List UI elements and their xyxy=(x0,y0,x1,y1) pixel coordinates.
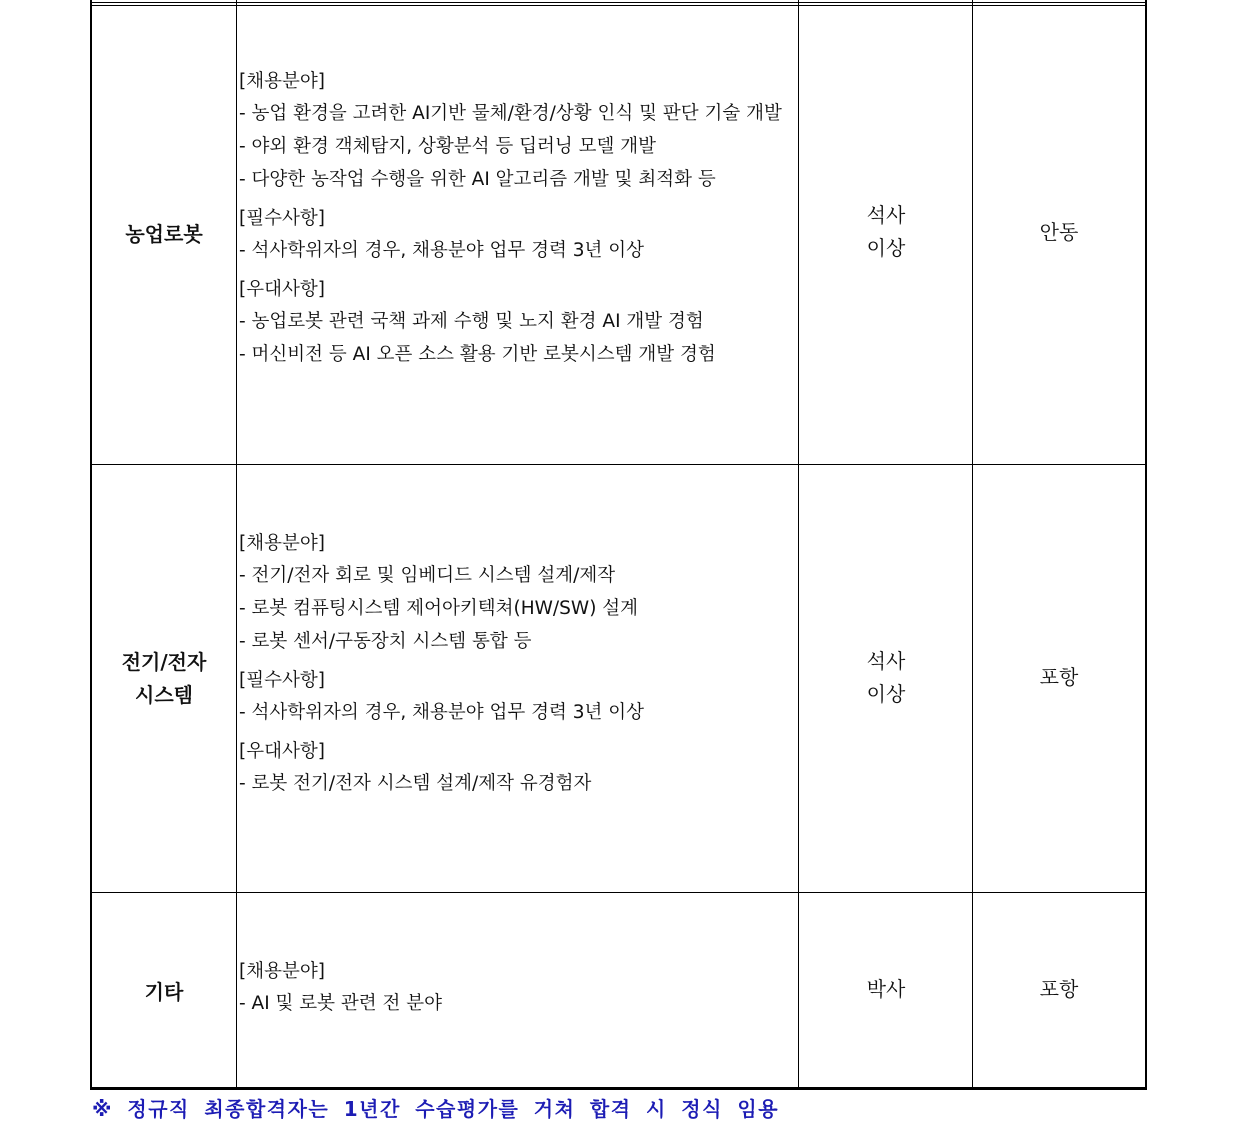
section-label: [우대사항] xyxy=(239,279,325,300)
row-degree-electronics xyxy=(800,645,972,711)
section-item: - 농업 환경을 고려한 AI기반 물체/환경/상황 인식 및 판단 기술 개발 xyxy=(239,103,782,124)
row-category-other xyxy=(92,976,236,1009)
section-label: [필수사항] xyxy=(239,670,325,691)
section-item: - 다양한 농작업 수행을 위한 AI 알고리즘 개발 및 최적화 등 xyxy=(239,169,716,190)
section-item: - 로봇 컴퓨팅시스템 제어아키텍쳐(HW/SW) 설계 xyxy=(239,598,639,619)
section-item: - 로봇 전기/전자 시스템 설계/제작 유경험자 xyxy=(239,773,592,794)
section-item: - 머신비전 등 AI 오픈 소스 활용 기반 로봇시스템 개발 경험 xyxy=(239,344,716,365)
table-top-rule xyxy=(92,2,1145,3)
table-top-rule-inner xyxy=(92,5,1145,6)
section-item: - 석사학위자의 경우, 채용분야 업무 경력 3년 이상 xyxy=(239,240,645,261)
column-divider xyxy=(972,0,973,1087)
row-description-electronics xyxy=(239,529,795,800)
section-item: - AI 및 로봇 관련 전 분야 xyxy=(239,993,443,1014)
degree-line: 이상 xyxy=(866,236,906,260)
row-location-other: 포항 xyxy=(1039,977,1079,1001)
column-divider xyxy=(236,0,237,1087)
category-line: 농업로봇 xyxy=(125,222,203,246)
section-label: [우대사항] xyxy=(239,741,325,762)
row-degree-other xyxy=(800,973,972,1006)
section-item: - 전기/전자 회로 및 임베디드 시스템 설계/제작 xyxy=(239,565,616,586)
degree-line: 석사 xyxy=(866,203,906,227)
section-label: [필수사항] xyxy=(239,208,325,229)
row-category-agri-robot xyxy=(92,218,236,251)
row-divider xyxy=(92,464,1145,465)
column-divider xyxy=(798,0,799,1087)
category-line: 시스템 xyxy=(135,683,193,707)
category-line: 기타 xyxy=(144,980,184,1004)
section-item: - 로봇 센서/구동장치 시스템 통합 등 xyxy=(239,631,532,652)
degree-line: 박사 xyxy=(866,977,906,1001)
row-degree-agri-robot xyxy=(800,199,972,265)
row-description-agri-robot xyxy=(239,67,795,371)
section-item: - 야외 환경 객체탐지, 상황분석 등 딥러닝 모델 개발 xyxy=(239,136,657,157)
section-label: [채용분야] xyxy=(239,71,325,92)
section-label: [채용분야] xyxy=(239,533,325,554)
row-description-other xyxy=(239,957,795,1020)
row-divider xyxy=(92,892,1145,893)
category-line: 전기/전자 xyxy=(121,650,207,674)
row-location-agri-robot: 안동 xyxy=(1039,220,1079,244)
section-item: - 농업로봇 관련 국책 과제 수행 및 노지 환경 AI 개발 경험 xyxy=(239,311,704,332)
footnote: ※ 정규직 최종합격자는 1년간 수습평가를 거쳐 합격 시 정식 임용 xyxy=(92,1097,780,1121)
degree-line: 이상 xyxy=(866,682,906,706)
section-label: [채용분야] xyxy=(239,961,325,982)
degree-line: 석사 xyxy=(866,649,906,673)
row-location-electronics: 포항 xyxy=(1039,665,1079,689)
row-category-electronics xyxy=(92,646,236,712)
section-item: - 석사학위자의 경우, 채용분야 업무 경력 3년 이상 xyxy=(239,702,645,723)
